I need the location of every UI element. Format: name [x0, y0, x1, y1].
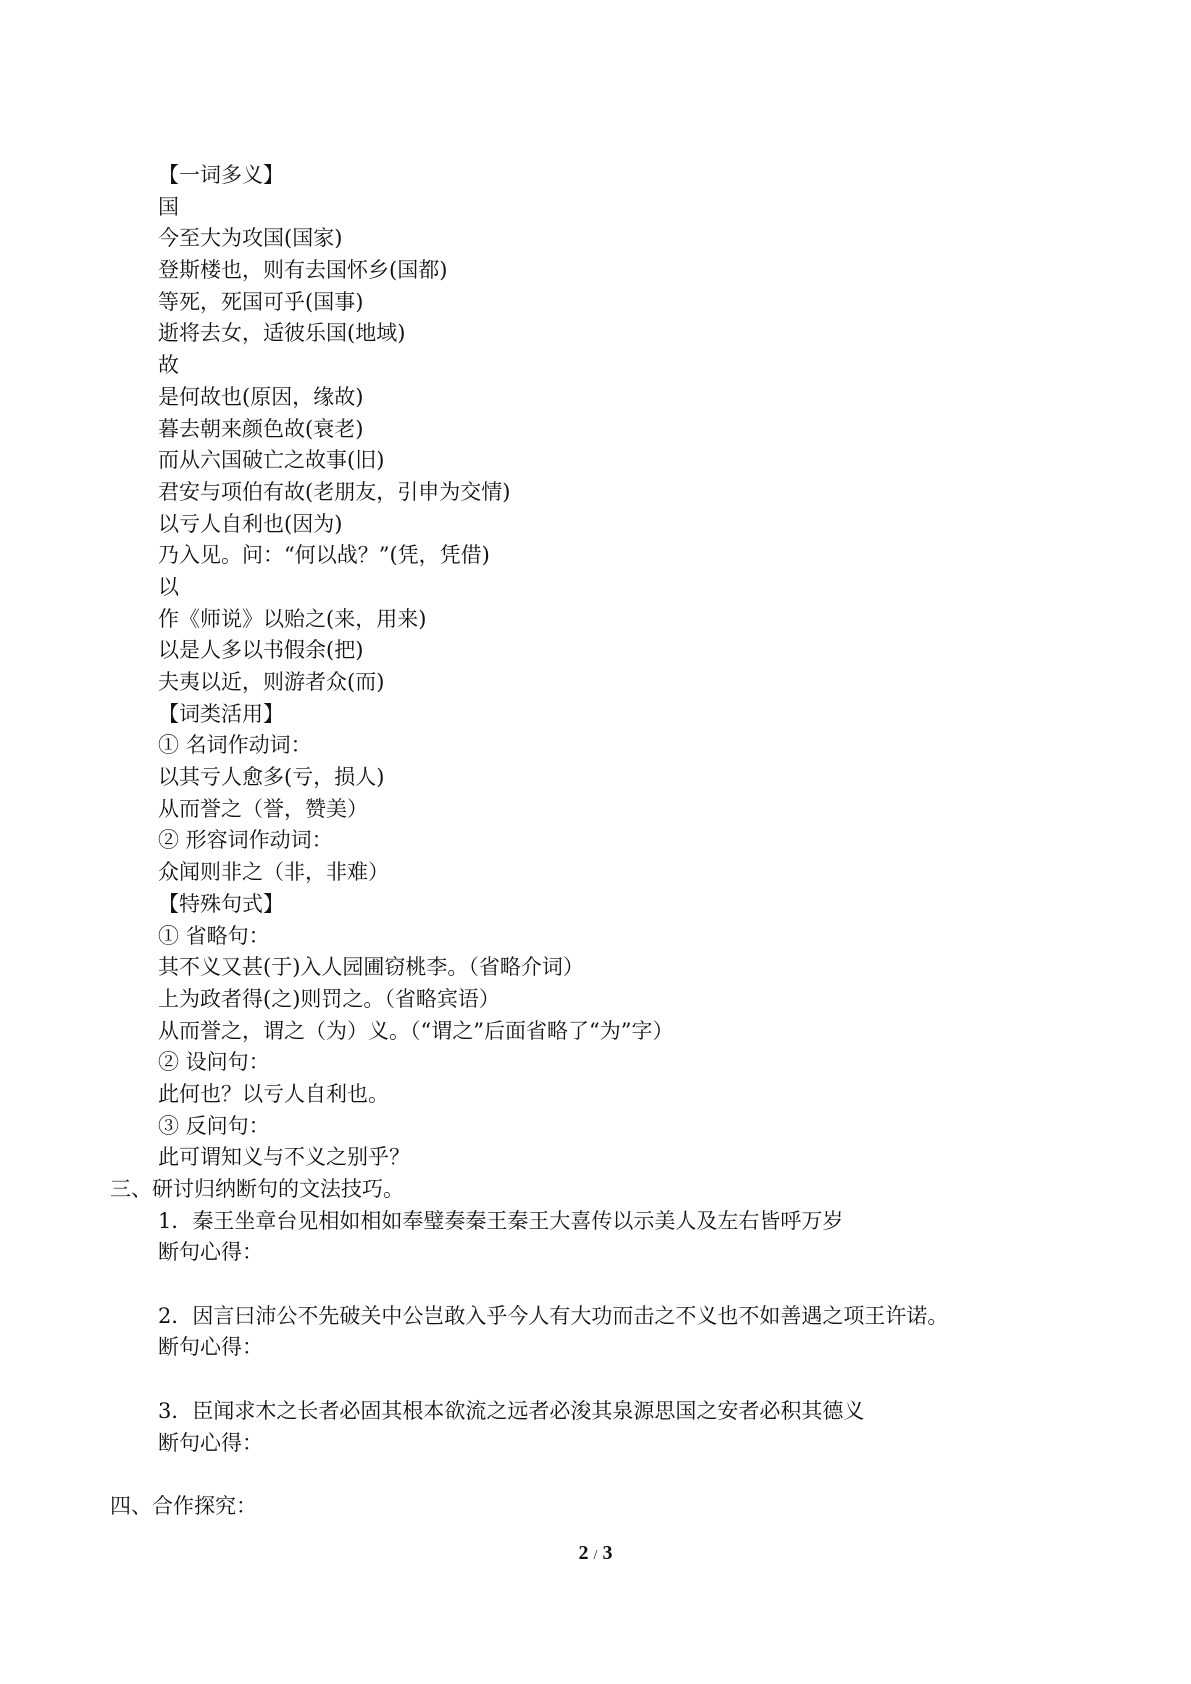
text-line: 以是人多以书假余(把): [158, 638, 364, 663]
text-line: 乃入见。问：“何以战？”(凭，凭借): [158, 543, 490, 568]
text-line: 三、研讨归纳断句的文法技巧。: [110, 1177, 404, 1201]
text-line: 作《师说》以贻之(来，用来): [158, 606, 427, 631]
text-line: 四、合作探究：: [110, 1493, 257, 1518]
text-line: ③ 反问句：: [158, 1113, 270, 1138]
text-line: 暮去朝来颜色故(衰老): [158, 416, 364, 441]
text-line: ① 名词作动词：: [158, 733, 312, 758]
text-line: 君安与项伯有故(老朋友，引申为交情): [158, 479, 511, 504]
page-total: 3: [602, 1542, 613, 1564]
page-current: 2: [578, 1542, 589, 1564]
text-line: 3．臣闻求木之长者必固其根本欲流之远者必浚其泉源思国之安者必积其德义: [158, 1398, 865, 1423]
text-line: 此可谓知义与不义之别乎？: [158, 1145, 410, 1170]
text-line: 从而誉之，谓之（为）义。（“谓之”后面省略了“为”字）: [158, 1018, 674, 1043]
document-body: [110, 160, 1090, 1523]
text-line: 断句心得：: [158, 1430, 263, 1455]
blank-line: [110, 1459, 1090, 1491]
text-line: 而从六国破亡之故事(旧): [158, 448, 385, 473]
text-line: 逝将去女，适彼乐国(地域): [158, 321, 406, 346]
text-line: 其不义又甚(于)入人园圃窃桃李。（省略介词）: [158, 955, 584, 980]
text-line: ② 形容词作动词：: [158, 828, 333, 853]
text-line: 登斯楼也，则有去国怀乡(国都): [158, 258, 448, 283]
text-line: 以其亏人愈多(亏，损人): [158, 765, 385, 790]
page-number: [0, 1542, 1191, 1565]
text-line: 国: [158, 194, 179, 219]
blank-line: [110, 1364, 1090, 1396]
text-line: 故: [158, 353, 179, 378]
text-line: 今至大为攻国(国家): [158, 226, 343, 251]
text-line: 【词类活用】: [158, 701, 284, 726]
text-line: 从而誉之（誉，赞美）: [158, 796, 368, 821]
text-line: 断句心得：: [158, 1240, 263, 1265]
text-line: 1．秦王坐章台见相如相如奉璧奏秦王秦王大喜传以示美人及左右皆呼万岁: [158, 1208, 844, 1233]
text-line: 以亏人自利也(因为): [158, 511, 343, 536]
text-line: 2．因言曰沛公不先破关中公岂敢入乎今人有大功而击之不义也不如善遇之项王许诺。: [158, 1303, 949, 1328]
text-line: 等死，死国可乎(国事): [158, 289, 364, 314]
text-line: 此何也？以亏人自利也。: [158, 1081, 389, 1106]
text-line: 【一词多义】: [158, 163, 284, 187]
text-line: 【特殊句式】: [158, 891, 284, 916]
text-line: ① 省略句：: [158, 923, 270, 948]
text-line: 夫夷以近，则游者众(而): [158, 670, 385, 694]
text-line: 是何故也(原因，缘故): [158, 384, 364, 409]
text-line: 上为政者得(之)则罚之。（省略宾语）: [158, 986, 500, 1011]
text-line: 以: [158, 574, 179, 599]
text-line: ② 设问句：: [158, 1050, 270, 1075]
text-line: 众闻则非之（非，非难）: [158, 860, 389, 885]
blank-line: [110, 1269, 1090, 1301]
text-line: 断句心得：: [158, 1335, 263, 1360]
page-separator: /: [593, 1548, 598, 1563]
